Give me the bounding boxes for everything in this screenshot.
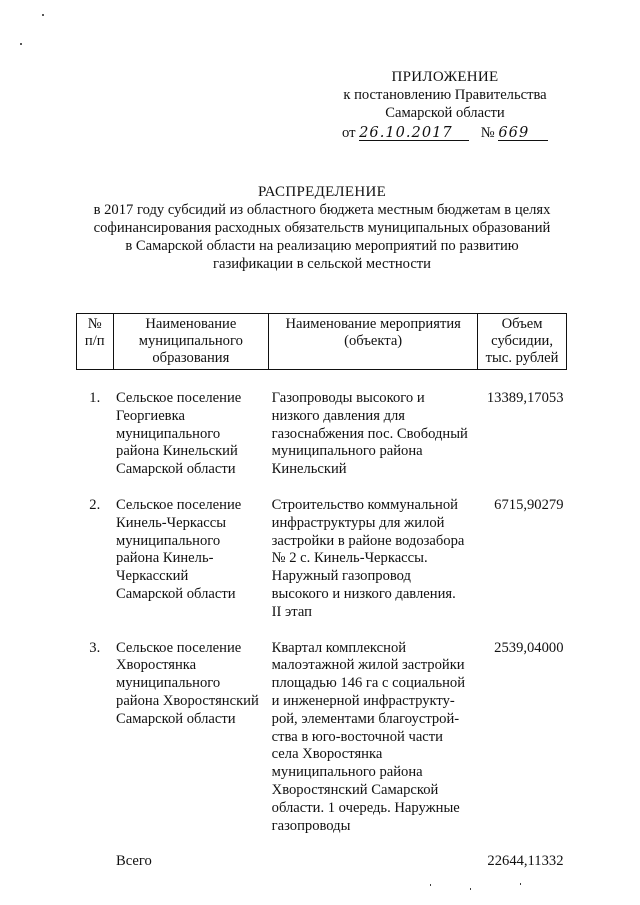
row-municipality: Сельское поселение Кинель-Черкассы муниципального района Кинель- Черкасский Самарской области bbox=[116, 496, 242, 602]
row-municipality: Сельское поселение Георгиевка муниципального района Кинельский Самарской области bbox=[116, 390, 242, 478]
appendix-block bbox=[330, 68, 560, 142]
header-amount: Объем субсидии, тыс. рублей bbox=[478, 314, 567, 370]
row-num: 1. bbox=[89, 390, 101, 406]
header-event: Наименование мероприятия (объекта) bbox=[269, 314, 478, 370]
date-prefix: от bbox=[342, 125, 356, 141]
row-event: Газопроводы высокого и низкого давления для газоснабжения пос. Свободный муниципального района Кинельский bbox=[271, 390, 468, 478]
row-event: Квартал комплексной малоэтажной жилой застройки площадью 146 га с социальной и инженерной инфраструкту- рой, элементами благоустрой- ства в юго-восточной части села Хворостянка муниципального района Хворостянский Самарской области. 1 очередь. Наружные газопроводы bbox=[271, 639, 466, 834]
total-label: Всего bbox=[116, 853, 152, 870]
decree-number: 669 bbox=[498, 126, 548, 141]
appendix-line-2: Самарской области bbox=[385, 105, 505, 121]
title-line-3: в Самарской области на реализацию мероприятий по развитию bbox=[125, 238, 519, 254]
document-title: РАСПРЕДЕЛЕНИЕ bbox=[257, 184, 387, 200]
appendix-line-1: к постановлению Правительства bbox=[343, 87, 547, 103]
table-row bbox=[77, 497, 567, 622]
table-row bbox=[77, 390, 567, 479]
title-line-4: газификации в сельской местности bbox=[213, 256, 431, 272]
header-municipality: Наименование муниципального образования bbox=[113, 314, 269, 370]
scan-mark bbox=[520, 883, 521, 885]
row-num: 3. bbox=[89, 639, 101, 656]
scan-mark bbox=[20, 43, 22, 45]
scan-mark bbox=[470, 888, 471, 890]
document-title-block bbox=[72, 183, 572, 273]
row-num: 2. bbox=[89, 496, 101, 513]
row-municipality: Сельское поселение Хворостянка муниципального района Хворостянский Самарской области bbox=[116, 639, 259, 727]
title-line-2: софинансирования расходных обязательств муниципальных образований bbox=[93, 220, 551, 236]
distribution-table bbox=[76, 313, 567, 871]
title-line-1: в 2017 году субсидий из областного бюджета местным бюджетам в целях bbox=[93, 202, 551, 218]
decree-reference bbox=[330, 124, 560, 142]
table-row bbox=[77, 640, 567, 836]
row-amount: 6715,90279 bbox=[494, 496, 564, 513]
row-event: Строительство коммунальной инфраструктуры для жилой застройки в районе водозабора № 2 с. Кинель-Черкассы. Наружный газопровод высокого и низкого давления. II этап bbox=[271, 496, 465, 620]
scan-mark bbox=[430, 884, 431, 886]
decree-date: 26.10.2017 bbox=[359, 126, 469, 141]
table-total-row bbox=[77, 853, 567, 871]
number-prefix: № bbox=[480, 125, 495, 141]
appendix-heading: ПРИЛОЖЕНИЕ bbox=[391, 69, 499, 85]
header-num: № п/п bbox=[77, 314, 114, 370]
scan-mark bbox=[42, 14, 44, 16]
row-amount: 2539,04000 bbox=[494, 639, 564, 656]
total-amount: 22644,11332 bbox=[487, 853, 564, 870]
row-amount: 13389,17053 bbox=[486, 390, 564, 406]
table-header-row bbox=[77, 314, 567, 370]
